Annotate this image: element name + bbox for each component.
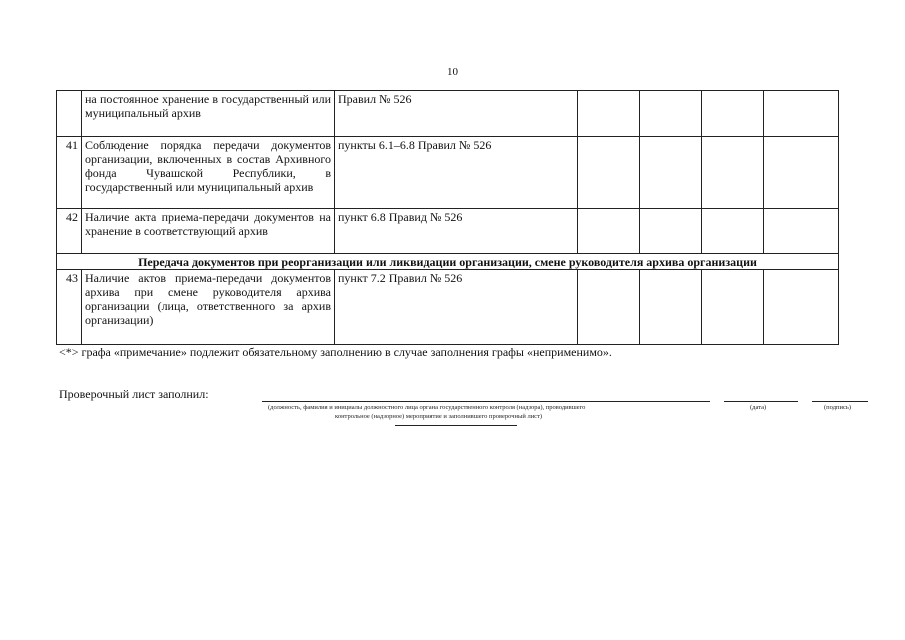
requirement-cell: Соблюдение порядка передачи документов организации, включенных в состав Архивного фонда Чувашской Республики, в государственный или муниципальный архив bbox=[82, 137, 335, 209]
requirement-cell: Наличие акта приема-передачи документов на хранение в соответствующий архив bbox=[82, 209, 335, 254]
empty-cell bbox=[640, 137, 702, 209]
table-row bbox=[57, 270, 839, 345]
empty-cell bbox=[764, 137, 839, 209]
position-caption-line1: (должность, фамилия и инициалы должностного лица органа государственного контроля (надзора), проводившего bbox=[268, 404, 586, 411]
empty-cell bbox=[640, 91, 702, 137]
row-number: 43 bbox=[57, 270, 82, 345]
table-row bbox=[57, 137, 839, 209]
reference-cell: пункт 6.8 Правид № 526 bbox=[335, 209, 578, 254]
empty-cell bbox=[764, 91, 839, 137]
section-title: Передача документов при реорганизации или ликвидации организации, смене руководителя архива организации bbox=[57, 254, 839, 270]
row-number bbox=[57, 91, 82, 137]
empty-cell bbox=[640, 209, 702, 254]
table-row bbox=[57, 209, 839, 254]
date-caption: (дата) bbox=[750, 404, 767, 411]
signature-caption: (подпись) bbox=[824, 404, 851, 411]
empty-cell bbox=[702, 270, 764, 345]
row-number: 42 bbox=[57, 209, 82, 254]
reference-cell: пункт 7.2 Правил № 526 bbox=[335, 270, 578, 345]
table-row bbox=[57, 91, 839, 137]
footnote: <*> графа «примечание» подлежит обязательному заполнению в случае заполнения графы «неприменимо». bbox=[59, 345, 612, 359]
caption-underline bbox=[395, 425, 517, 426]
reference-cell: Правил № 526 bbox=[335, 91, 578, 137]
signature-line bbox=[812, 401, 868, 402]
section-row bbox=[57, 254, 839, 270]
empty-cell bbox=[764, 270, 839, 345]
empty-cell bbox=[764, 209, 839, 254]
row-number: 41 bbox=[57, 137, 82, 209]
empty-cell bbox=[578, 91, 640, 137]
empty-cell bbox=[578, 270, 640, 345]
reference-cell: пункты 6.1–6.8 Правил № 526 bbox=[335, 137, 578, 209]
empty-cell bbox=[702, 209, 764, 254]
filled-by-label: Проверочный лист заполнил: bbox=[59, 387, 209, 401]
checklist-table bbox=[56, 90, 839, 345]
empty-cell bbox=[702, 137, 764, 209]
empty-cell bbox=[702, 91, 764, 137]
empty-cell bbox=[578, 209, 640, 254]
requirement-cell: Наличие актов приема-передачи документов архива при смене руководителя архива организации (лица, ответственного за архив организации) bbox=[82, 270, 335, 345]
empty-cell bbox=[640, 270, 702, 345]
date-signature-line bbox=[724, 401, 798, 402]
position-signature-line bbox=[262, 401, 710, 402]
requirement-cell: на постоянное хранение в государственный или муниципальный архив bbox=[82, 91, 335, 137]
empty-cell bbox=[578, 137, 640, 209]
page-number: 10 bbox=[447, 66, 458, 78]
position-caption-line2: контрольное (надзорное) мероприятие и заполнившего проверочный лист) bbox=[335, 413, 543, 420]
